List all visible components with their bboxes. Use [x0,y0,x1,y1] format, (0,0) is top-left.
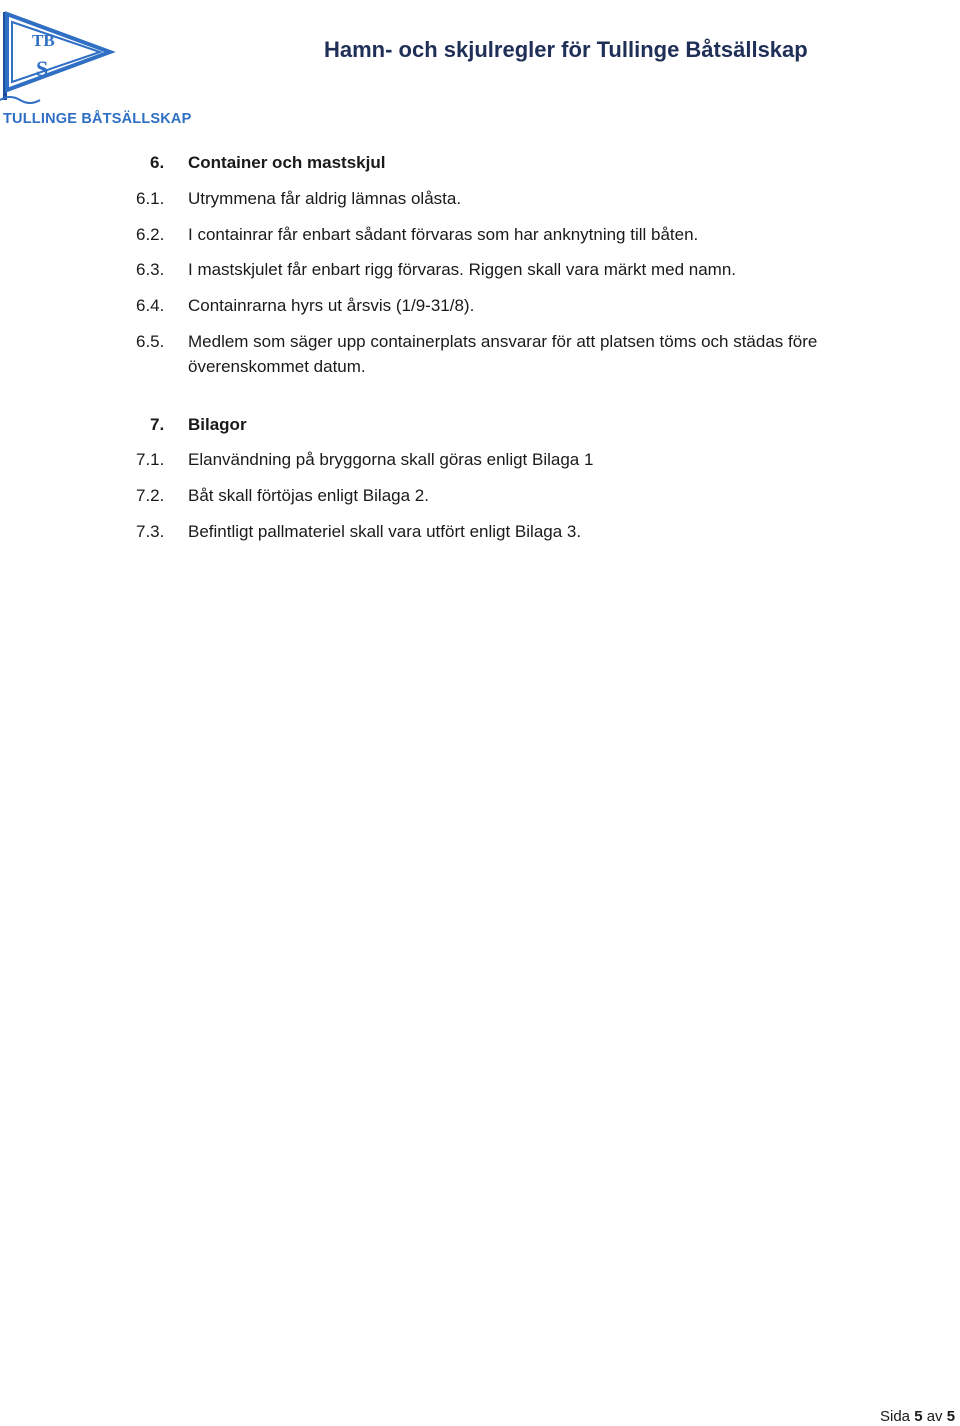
item-text: I mastskjulet får enbart rigg förvaras. Riggen skall vara märkt med namn. [188,260,736,279]
item-number: 7.2. [136,486,165,505]
pennant-flag-icon [0,8,120,108]
item-number: 6.5. [136,332,165,351]
section-number: 6. [150,153,165,172]
page-number-separator: av [926,1408,943,1425]
item-text: Befintligt pallmateriel skall vara utfört enligt Bilaga 3. [188,522,582,541]
logo-letters-bottom: S [36,56,49,81]
section-number: 7. [150,415,165,434]
item-number: 7.1. [136,450,165,469]
section-title: Container och mastskjul [188,153,386,172]
item-text: Elanvändning på bryggorna skall göras enligt Bilaga 1 [188,450,594,469]
item-number: 6.1. [136,189,165,208]
item-number: 6.3. [136,260,165,279]
section-title: Bilagor [188,415,247,434]
item-text: I containrar får enbart sådant förvaras som har anknytning till båten. [188,225,699,244]
logo-letters-top: TB [32,31,55,50]
document-title: Hamn- och skjulregler för Tullinge Båtsällskap [324,37,808,62]
logo-caption: TULLINGE BÅTSÄLLSKAP [3,111,192,127]
item-text: Medlem som säger upp containerplats ansvarar för att platsen töms och städas före överenskommet datum. [188,332,818,376]
page-number-current: 5 [914,1408,923,1425]
page-number-prefix: Sida [880,1408,911,1425]
item-text: Båt skall förtöjas enligt Bilaga 2. [188,486,429,505]
page-number-total: 5 [946,1408,956,1425]
item-text: Containrarna hyrs ut årsvis (1/9-31/8). [188,296,475,315]
item-number: 6.2. [136,225,165,244]
item-number: 6.4. [136,296,165,315]
page-number [880,1408,955,1425]
item-text: Utrymmena får aldrig lämnas olåsta. [188,189,462,208]
club-logo [0,8,192,127]
item-number: 7.3. [136,522,165,541]
